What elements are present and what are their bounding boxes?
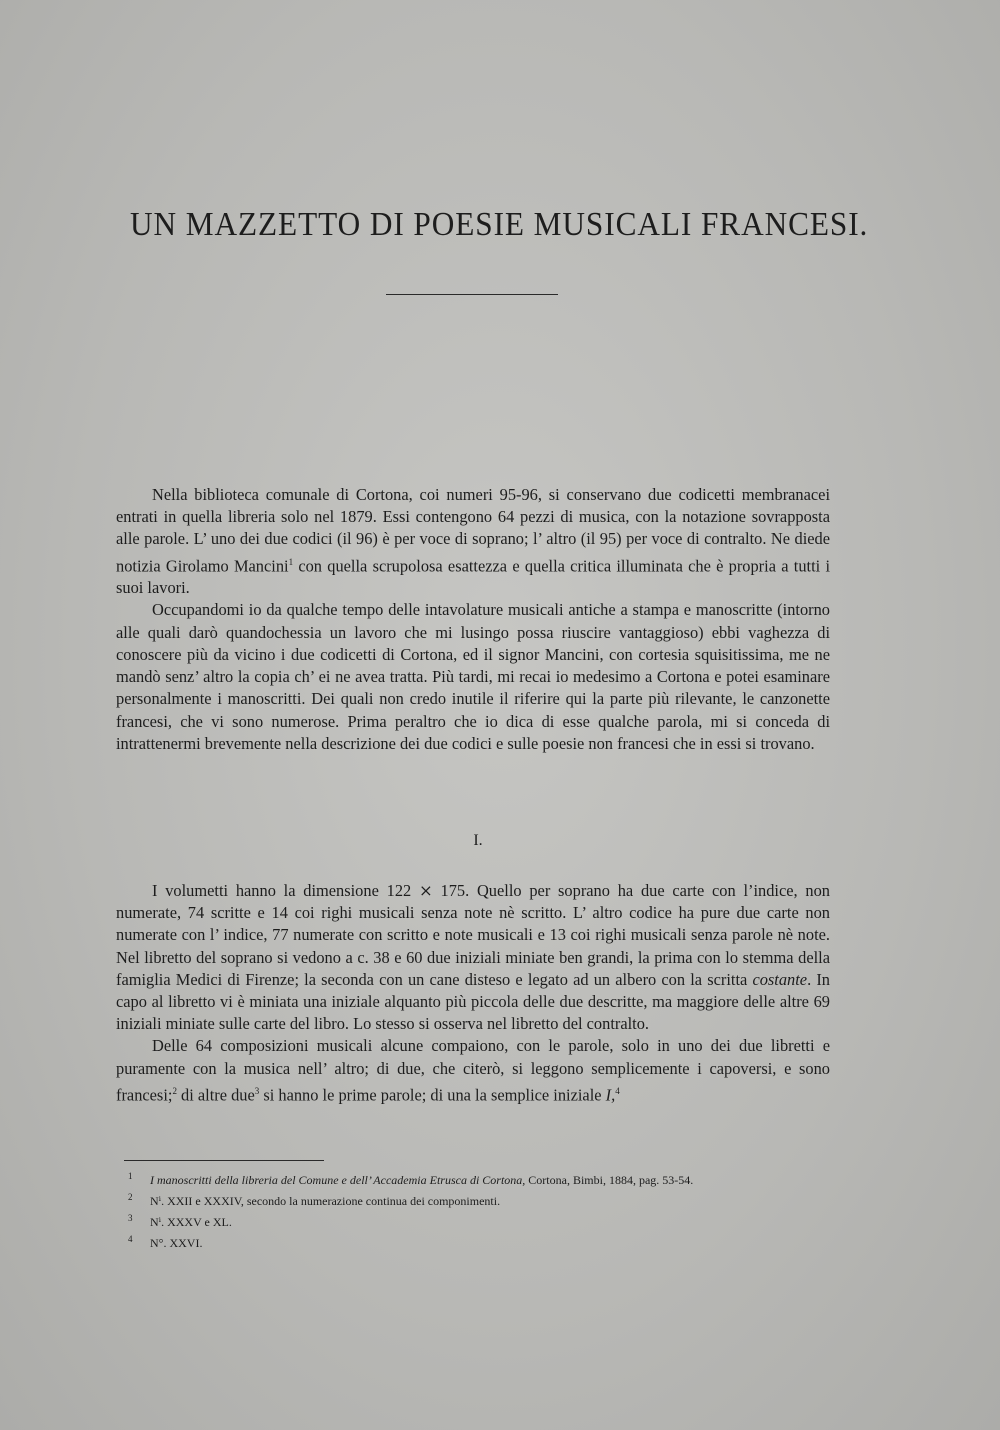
intro-text (116, 484, 830, 755)
footnote (128, 1210, 840, 1231)
footnote-marker: 2 (128, 1192, 133, 1202)
footnote (128, 1168, 840, 1189)
section-number: I. (473, 832, 483, 849)
footnote (128, 1189, 840, 1210)
footnote-text: N°. XXVI. (150, 1236, 203, 1250)
footnote-ref: 4 (615, 1085, 620, 1096)
paragraph (116, 1035, 830, 1106)
italic-text: I, (605, 1085, 616, 1105)
text-run: si hanno le prime parole; di una la semplice iniziale (259, 1085, 606, 1105)
text-run: . In capo al libretto vi è miniata una iniziale alquanto più piccola delle due descritte, ma maggiore delle altre 69 iniziali miniate sulle carte del libro. Lo stesso si osserva nel libretto del contralto. (116, 969, 830, 1034)
text-run: di altre due (176, 1085, 255, 1105)
footnote-text: Nⁱ. XXII e XXXIV, secondo la numerazione continua dei componimenti. (150, 1194, 501, 1208)
footnote-rule (124, 1160, 324, 1161)
section-text (116, 880, 830, 1107)
text-run: con quella scrupolosa esattezza e quella critica illuminata che è propria a tutti i suoi lavori. (116, 556, 830, 598)
footnote-marker: 4 (128, 1234, 133, 1244)
footnote-ref: 1 (288, 556, 294, 567)
text-run: I volumetti hanno la dimensione 122 ⨯ 175. Quello per soprano ha due carte con l’indice, non numerate, 74 scritte e 14 coi righi musicali senza note nè scritto. L’ altro codice ha pure due carte non numerate con l’ indice, 77 numerate con scritto e note musicali e 13 coi righi musicali senza parole nè note. Nel libretto del soprano si vedono a c. 38 e 60 due iniziali miniate ben grandi, la prima con lo stemma della famiglia Medici di Firenze; la seconda con un cane disteso e legato ad un albero con la scritta (116, 881, 830, 989)
footnote-ref: 2 (172, 1085, 177, 1096)
italic-text: costante (752, 969, 808, 989)
paragraph (116, 880, 830, 1035)
italic-text: I manoscritti della libreria del Comune e dell’ Accademia Etrusca di Cortona, (150, 1173, 526, 1187)
footnotes (128, 1168, 840, 1252)
article-title: UN MAZZETTO DI POESIE MUSICALI FRANCESI. (130, 206, 869, 243)
paragraph (116, 484, 830, 599)
footnote-ref: 3 (254, 1085, 260, 1096)
paragraph: Occupandomi io da qualche tempo delle intavolature musicali antiche a stampa e manoscritte (intorno alle quali darò quandochessia un lavoro che mi lusingo possa riuscire vantaggioso) ebbi vaghezza di conoscere più da vicino i due codicetti di Cortona, ed il signor Mancini, con cortesia squisitissima, me ne mandò senz’ altro la copia ch’ ei ne avea tratta. Più tardi, mi recai io medesimo a Cortona e potei esaminare personalmente i manoscritti. Dei quali non credo inutile il riferire qui la parte più rilevante, le canzonette francesi, che vi sono numerose. Prima peraltro che io dica di esse qualche parola, mi si conceda di intrattenermi brevemente nella descrizione dei due codici e sulle poesie non francesi che in essi si trovano. (116, 600, 830, 753)
footnote-text: Cortona, Bimbi, 1884, pag. 53-54. (525, 1173, 694, 1187)
footnote-marker: 1 (128, 1171, 133, 1181)
text-run: Delle 64 composizioni musicali alcune compaiono, con le parole, solo in uno dei due libretti e puramente con la musica nell’ altro; di due, che citerò, si leggono semplicemente i capoversi, e sono francesi; (116, 1036, 830, 1105)
footnote-marker: 3 (128, 1213, 133, 1223)
text-run: Nella biblioteca comunale di Cortona, coi numeri 95-96, si conservano due codicetti membranacei entrati in quella libreria solo nel 1879. Essi contengono 64 pezzi di musica, con la notazione sovrapposta alle parole. L’ uno dei due codici (il 96) è per voce di soprano; l’ altro (il 95) per voce di contralto. Ne diede notizia Girolamo Mancini (116, 485, 830, 576)
footnote-text: Nⁱ. XXXV e XL. (150, 1215, 232, 1229)
title-rule (386, 294, 558, 295)
footnote (128, 1231, 840, 1252)
